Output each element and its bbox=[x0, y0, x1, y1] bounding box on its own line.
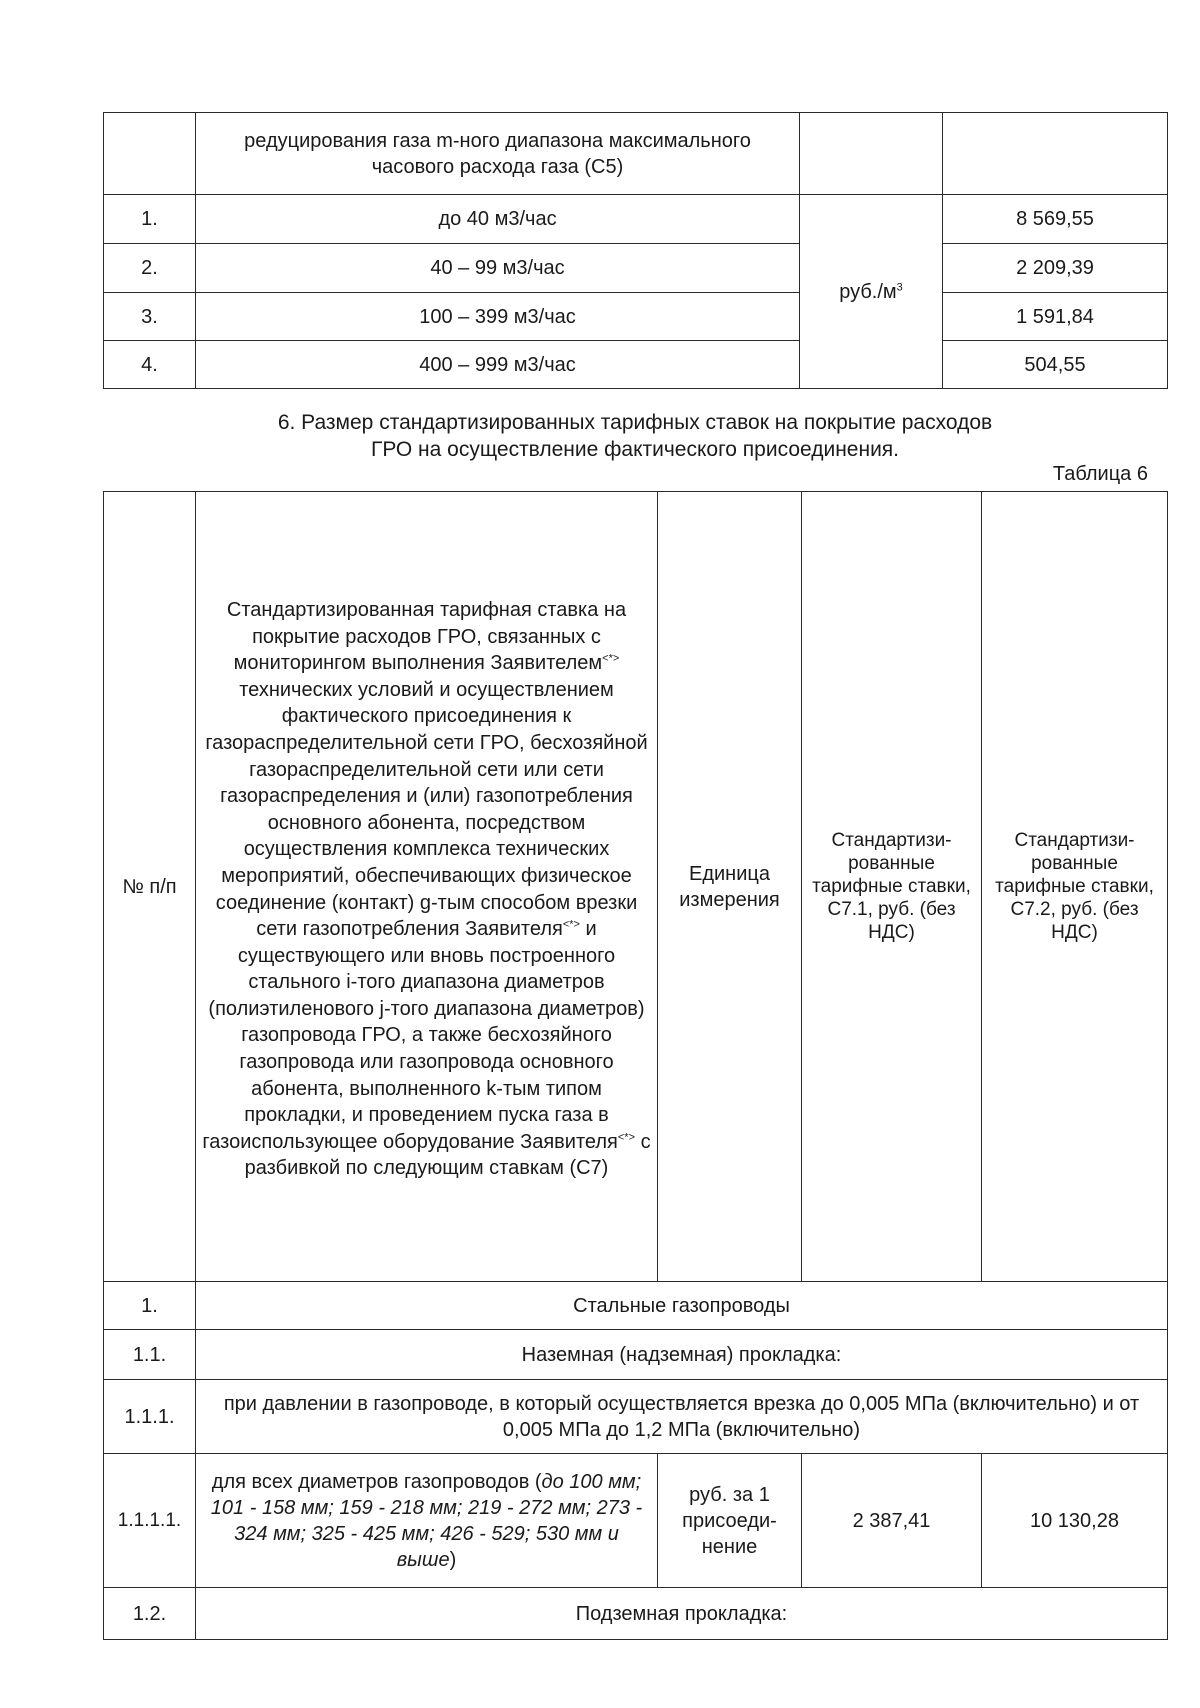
row-num: 1.1.1.1. bbox=[104, 1454, 196, 1588]
table-header-row bbox=[104, 492, 1168, 1282]
c72-value: 10 130,28 bbox=[982, 1454, 1168, 1588]
range-cell: 100 – 399 м3/час bbox=[196, 293, 800, 341]
table-row bbox=[104, 1330, 1168, 1380]
value-cell: 504,55 bbox=[943, 341, 1168, 389]
value-cell: 8 569,55 bbox=[943, 195, 1168, 244]
row-num: 1.2. bbox=[104, 1588, 196, 1640]
diameters-cell: для всех диаметров газопроводов (до 100 мм; 101 - 158 мм; 159 - 218 мм; 219 - 272 мм; 273 - 324 мм; 325 - 425 мм; 426 - 529; 530 мм и выше) bbox=[196, 1454, 658, 1588]
num-cell bbox=[104, 113, 196, 195]
section-cell: Подземная прокладка: bbox=[196, 1588, 1168, 1640]
header-desc: Стандартизированная тарифная ставка на покрытие расходов ГРО, связанных с мониторингом выполнения Заявителем<*> технических условий и осуществлением фактического присоединения к газораспределительной сети ГРО, бесхозяйной газораспределительной сети или сети газораспределения и (или) газопотребления основного абонента, посредством осуществления комплекса технических мероприятий, обеспечивающих физическое соединение (контакт) g-тым способом врезки сети газопотребления Заявителя<*> и существующего или вновь построенного стального i-того диапазона диаметров (полиэтиленового j-того диапазона диаметров) газопровода ГРО, а также бесхозяйного газопровода или газопровода основного абонента, выполненного k-тым типом прокладки, и проведением пуска газа в газоиспользующее оборудование Заявителя<*> с разбивкой по следующим ставкам (С7) bbox=[196, 492, 658, 1282]
table-label: Таблица 6 bbox=[1052, 463, 1148, 485]
unit-cell bbox=[800, 113, 943, 195]
row-num: 1.1. bbox=[104, 1330, 196, 1380]
range-cell: 40 – 99 м3/час bbox=[196, 244, 800, 293]
table-row bbox=[104, 1588, 1168, 1640]
section-title-line-2: ГРО на осуществление фактического присоединения. bbox=[370, 438, 900, 461]
row-num: 3. bbox=[104, 293, 196, 341]
tariff-table-6 bbox=[103, 491, 1168, 1640]
section-title-line-1: 6. Размер стандартизированных тарифных ставок на покрытие расходов bbox=[277, 411, 993, 434]
range-cell: до 40 м3/час bbox=[196, 195, 800, 244]
table-row bbox=[104, 341, 1168, 389]
header-c71: Стандартизи-рованные тарифные ставки, С7.1, руб. (без НДС) bbox=[802, 492, 982, 1282]
table-row bbox=[104, 195, 1168, 244]
header-c72: Стандартизи-рованные тарифные ставки, С7.2, руб. (без НДС) bbox=[982, 492, 1168, 1282]
row-num: 1. bbox=[104, 195, 196, 244]
row-num: 2. bbox=[104, 244, 196, 293]
unit-cell: руб. за 1 присоеди-нение bbox=[658, 1454, 802, 1588]
header-desc-cell: редуцирования газа m-ного диапазона максимального часового расхода газа (С5) bbox=[196, 113, 800, 195]
table-row bbox=[104, 113, 1168, 195]
row-num: 4. bbox=[104, 341, 196, 389]
row-num: 1.1.1. bbox=[104, 1380, 196, 1454]
header-unit: Единица измерения bbox=[658, 492, 802, 1282]
table-row bbox=[104, 1454, 1168, 1588]
table-row bbox=[104, 293, 1168, 341]
row-num: 1. bbox=[104, 1282, 196, 1330]
table-row bbox=[104, 1380, 1168, 1454]
header-num: № п/п bbox=[104, 492, 196, 1282]
section-cell: Стальные газопроводы bbox=[196, 1282, 1168, 1330]
tariff-table-5 bbox=[103, 112, 1168, 389]
section-cell: Наземная (надземная) прокладка: bbox=[196, 1330, 1168, 1380]
value-cell: 1 591,84 bbox=[943, 293, 1168, 341]
value-cell: 2 209,39 bbox=[943, 244, 1168, 293]
table-row bbox=[104, 244, 1168, 293]
value-cell bbox=[943, 113, 1168, 195]
unit-cell: $руб./м^3$ bbox=[800, 195, 943, 389]
c71-value: 2 387,41 bbox=[802, 1454, 982, 1588]
table-row bbox=[104, 1282, 1168, 1330]
section-cell: при давлении в газопроводе, в который осуществляется врезка до 0,005 МПа (включительно) и от 0,005 МПа до 1,2 МПа (включительно) bbox=[196, 1380, 1168, 1454]
range-cell: 400 – 999 м3/час bbox=[196, 341, 800, 389]
